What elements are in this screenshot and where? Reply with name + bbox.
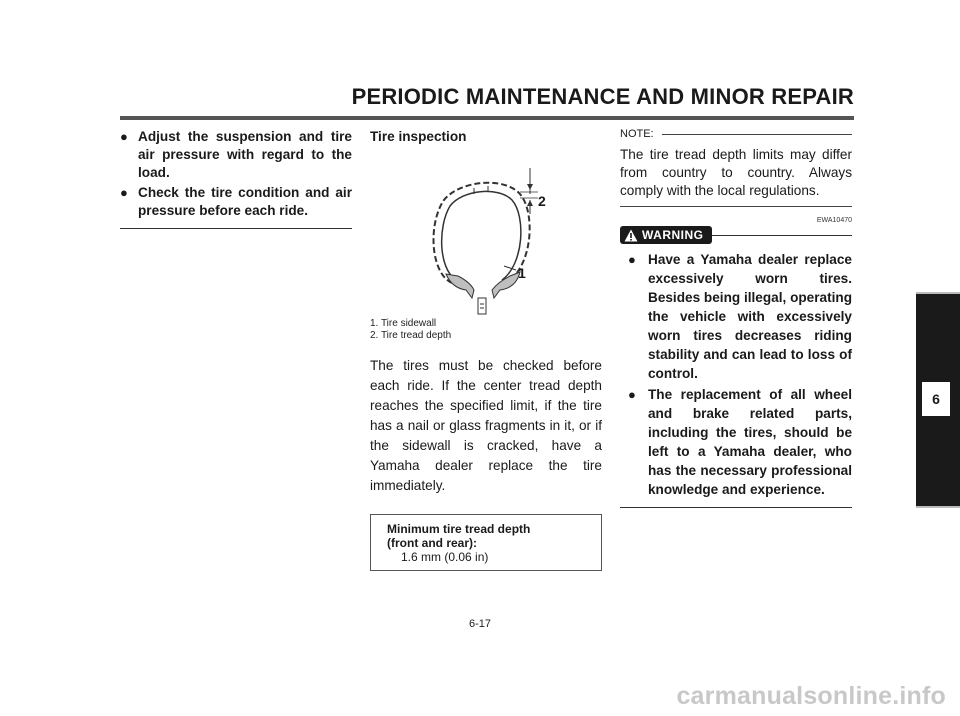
tire-cross-section-figure: [370, 148, 602, 318]
column-2: [370, 128, 602, 571]
tire-diagram-icon: [370, 148, 602, 318]
spec-label-cont: (front and rear):: [387, 536, 477, 550]
chapter-number: 6: [922, 382, 950, 416]
spec-label: Minimum tire tread depth: [387, 522, 531, 536]
spec-box: [370, 514, 602, 571]
bullet-icon: ●: [628, 252, 636, 267]
figure-caption-2: 2. Tire tread depth: [370, 330, 452, 341]
header-rule: [120, 116, 854, 120]
tire-inspection-paragraph: The tires must be checked before each ride. If the center tread depth reaches the specified limit, if the tire has a nail or glass fragments in it, or if the sidewall is cracked, have a Yamaha dealer replace the tire immediately.: [370, 358, 602, 493]
warning-triangle-icon: [624, 229, 638, 242]
page-header-title: PERIODIC MAINTENANCE AND MINOR REPAIR: [351, 84, 854, 109]
warning-label: WARNING: [642, 228, 704, 242]
warning-bullet-list: [620, 250, 852, 499]
bullet-icon: ●: [120, 129, 128, 144]
section-end-rule: [120, 228, 352, 229]
note-rule: [662, 134, 852, 135]
note-end-rule: [620, 206, 852, 207]
bullet-icon: ●: [628, 387, 636, 402]
load-bullet-list: [120, 128, 352, 220]
column-1: [120, 128, 352, 229]
column-3: [620, 128, 852, 508]
page-number: 6-17: [468, 618, 492, 630]
warning-rule: [712, 235, 853, 236]
note-label: NOTE:: [620, 128, 654, 140]
warning-end-rule: [620, 507, 852, 508]
note-header: [620, 128, 852, 140]
spec-value: 1.6 mm (0.06 in): [401, 550, 489, 564]
chapter-side-tab: [916, 292, 960, 508]
warning-code: EWA10470: [816, 217, 852, 224]
warning-header: [620, 226, 852, 244]
list-item: ● Have a Yamaha dealer replace excessively worn tires. Besides being illegal, operating the vehicle with excessively worn tires decreases riding stability and can lead to loss of control.: [628, 252, 852, 381]
warning-badge: [620, 226, 712, 244]
section-title: Tire inspection: [370, 129, 467, 144]
figure-label-2: 2: [538, 193, 546, 209]
figure-caption-1: 1. Tire sidewall: [370, 318, 437, 329]
bullet-icon: ●: [120, 185, 128, 200]
list-item: ● Check the tire condition and air pressure before each ride.: [120, 185, 352, 218]
figure-label-1: 1: [518, 265, 526, 281]
note-text: The tire tread depth limits may differ from country to country. Always comply with the local regulations.: [620, 147, 852, 198]
list-item: ● Adjust the suspension and tire air pressure with regard to the load.: [120, 129, 352, 180]
list-item: ● The replacement of all wheel and brake related parts, including the tires, should be left to a Yamaha dealer, who has the necessary professional knowledge and experience.: [628, 387, 852, 497]
watermark: carmanualsonline.info: [676, 682, 946, 710]
